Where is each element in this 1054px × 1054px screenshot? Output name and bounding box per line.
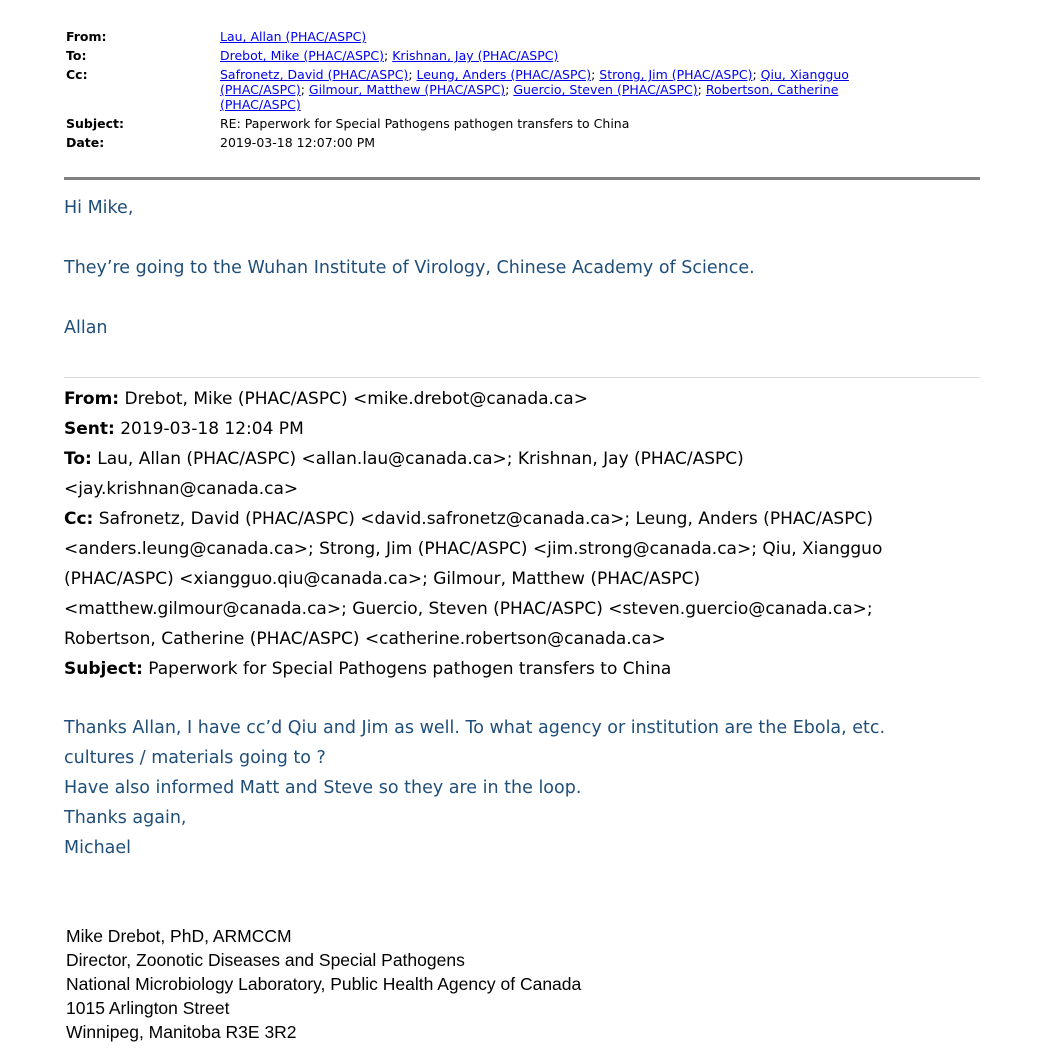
original-from-label: From: [64, 389, 120, 409]
header-cc-link[interactable]: Strong, Jim (PHAC/ASPC) [599, 67, 753, 82]
original-cc-label: Cc: [64, 509, 94, 529]
original-cc-line-cont: <anders.leung@canada.ca>; Strong, Jim (PHAC/ASPC) <jim.strong@canada.ca>; Qiu, Xiangguo [64, 539, 883, 559]
original-from-value: Drebot, Mike (PHAC/ASPC) <mike.drebot@canada.ca> [119, 389, 588, 409]
original-subject-value: Paperwork for Special Pathogens pathogen transfers to China [142, 659, 672, 679]
header-divider [64, 177, 980, 180]
original-cc-line-cont: (PHAC/ASPC) <xiangguo.qiu@canada.ca>; Gilmour, Matthew (PHAC/ASPC) [64, 569, 701, 589]
header-from-row [66, 27, 966, 46]
original-body-line: Have also informed Matt and Steve so they are in the loop. [64, 778, 582, 798]
signature-line: 1015 Arlington Street [66, 998, 230, 1018]
header-cc-link[interactable]: Safronetz, David (PHAC/ASPC) [220, 67, 409, 82]
quote-divider [64, 377, 980, 378]
original-cc-value: Safronetz, David (PHAC/ASPC) <david.safronetz@canada.ca>; Leung, Anders (PHAC/ASPC) [93, 509, 873, 529]
original-body-line: Thanks again, [64, 808, 187, 828]
original-cc-line [64, 504, 964, 534]
original-message-header [64, 384, 964, 684]
header-from-label: From: [66, 29, 107, 44]
signature-line: National Microbiology Laboratory, Public Health Agency of Canada [66, 974, 582, 994]
header-date-label: Date: [66, 135, 105, 150]
reply-greeting: Hi Mike, [64, 198, 134, 218]
original-body-line: cultures / materials going to ? [64, 748, 326, 768]
original-cc-line-cont: <matthew.gilmour@canada.ca>; Guercio, Steven (PHAC/ASPC) <steven.guercio@canada.ca>; [64, 599, 873, 619]
original-body-line: Thanks Allan, I have cc’d Qiu and Jim as well. To what agency or institution are the Ebola, etc. [64, 718, 886, 738]
header-date-value: 2019-03-18 12:07:00 PM [220, 135, 376, 150]
header-cc-link[interactable]: (PHAC/ASPC) [220, 97, 301, 112]
original-to-value: Lau, Allan (PHAC/ASPC) <allan.lau@canada.ca>; Krishnan, Jay (PHAC/ASPC) [91, 449, 744, 469]
header-cc-link[interactable]: Qiu, Xiangguo [760, 67, 849, 82]
original-cc-line-cont: Robertson, Catherine (PHAC/ASPC) <catherine.robertson@canada.ca> [64, 629, 666, 649]
header-subject-row [66, 114, 966, 133]
header-cc-link[interactable]: Gilmour, Matthew (PHAC/ASPC) [308, 82, 506, 97]
header-to-row: To: Drebot, Mike (PHAC/ASPC); Krishnan, Jay (PHAC/ASPC) [66, 48, 559, 63]
original-subject-line [64, 654, 964, 684]
header-to-link[interactable]: Drebot, Mike (PHAC/ASPC) [220, 48, 385, 63]
original-message-body [64, 713, 964, 863]
signature-line: Winnipeg, Manitoba R3E 3R2 [66, 1022, 297, 1042]
original-sent-value: 2019-03-18 12:04 PM [114, 419, 304, 439]
signature-line: Mike Drebot, PhD, ARMCCM [66, 926, 292, 946]
original-body-line: Michael [64, 838, 132, 858]
header-cc-row: Cc: Safronetz, David (PHAC/ASPC); Leung, Anders (PHAC/ASPC); Strong, Jim (PHAC/ASPC); Qiu, Xiangguo (PHAC/ASPC); Gilmour, Matthew (PHAC/ASPC); Guercio, Steven (PHAC/ASPC); Robertson, Catherine (PHAC/ASPC) [66, 67, 849, 112]
signature-line: Director, Zoonotic Diseases and Special Pathogens [66, 950, 465, 970]
original-sent-line [64, 414, 964, 444]
original-to-line-cont: <jay.krishnan@canada.ca> [64, 479, 299, 499]
header-cc-link[interactable]: Leung, Anders (PHAC/ASPC) [416, 67, 592, 82]
header-cc-label: Cc: [66, 67, 88, 82]
header-subject-label: Subject: [66, 116, 124, 131]
original-sent-label: Sent: [64, 419, 115, 439]
header-cc-link[interactable]: Robertson, Catherine [705, 82, 839, 97]
header-cc-link[interactable]: Guercio, Steven (PHAC/ASPC) [513, 82, 698, 97]
header-to-label: To: [66, 48, 87, 63]
original-subject-label: Subject: [64, 659, 143, 679]
reply-text: They’re going to the Wuhan Institute of Virology, Chinese Academy of Science. [64, 258, 755, 278]
original-to-label: To: [64, 449, 92, 469]
header-date-row [66, 133, 966, 152]
header-cc-link[interactable]: (PHAC/ASPC) [220, 82, 301, 97]
signature-block [66, 924, 581, 1044]
header-subject-value: RE: Paperwork for Special Pathogens pathogen transfers to China [220, 116, 630, 131]
email-header [66, 27, 966, 152]
header-to-link[interactable]: Krishnan, Jay (PHAC/ASPC) [392, 48, 559, 63]
reply-signoff: Allan [64, 318, 108, 338]
original-from-line [64, 384, 964, 414]
original-to-line [64, 444, 964, 474]
header-from-link[interactable]: Lau, Allan (PHAC/ASPC) [220, 29, 367, 44]
